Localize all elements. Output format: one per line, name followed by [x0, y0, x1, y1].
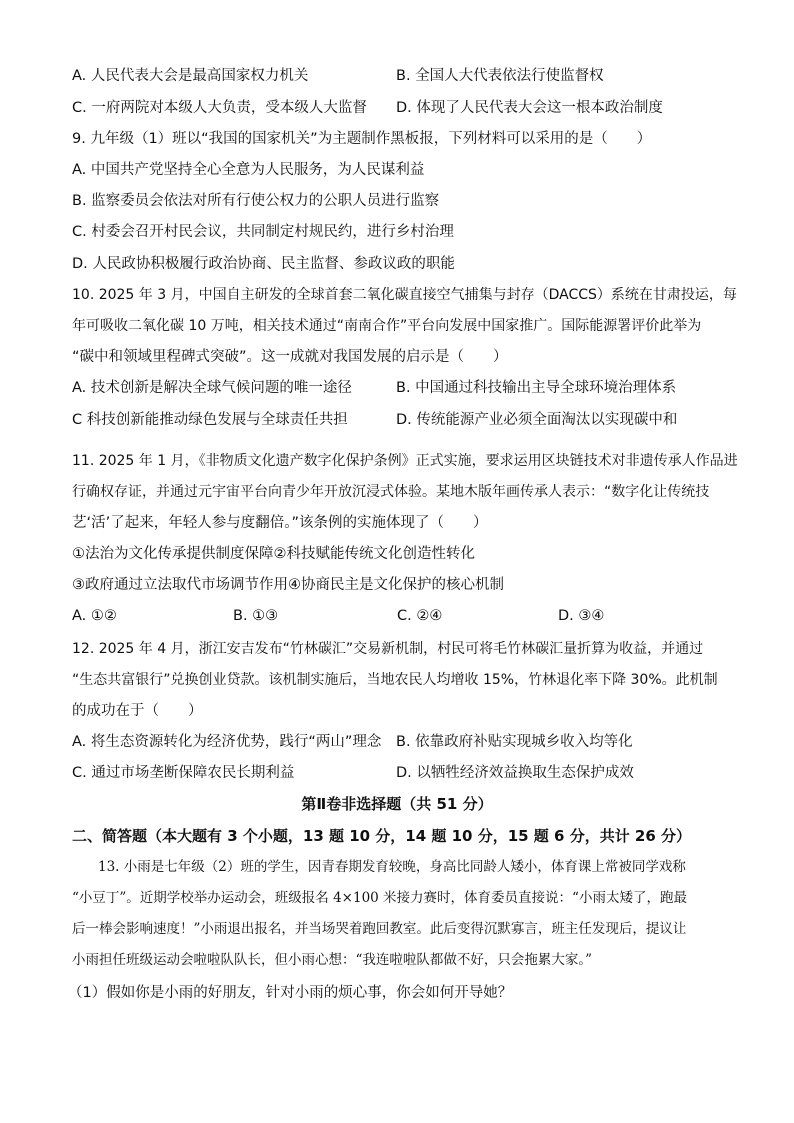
q10-stem-line-3: “碳中和领域里程碑式突破”。这一成就对我国发展的启示是（ ）: [72, 349, 508, 365]
q8-options-row-2: [72, 98, 732, 118]
q10-options-row-2: [72, 410, 732, 430]
q13-passage-line-1: 13. 小雨是七年级（2）班的学生，因青春期发育较晚，身高比同龄人矮小，体育课上常被同学戏称: [98, 859, 686, 875]
q11-option-b: B. ①③: [233, 608, 279, 624]
q13-subquestion-1: （1）假如你是小雨的好朋友，针对小雨的烦心事，你会如何开导她？: [68, 985, 513, 1001]
q8-option-c: C. 一府两院对本级人大负责，受本级人大监督: [72, 100, 367, 116]
q12-option-b: B. 依靠政府补贴实现城乡收入均等化: [396, 734, 633, 750]
q11-stem-line-2: 行确权存证，并通过元宇宙平台向青少年开放沉浸式体验。某地木版年画传承人表示：“数字化让传统技: [72, 484, 710, 500]
q12-option-a: A. 将生态资源转化为经济优势，践行“两山”理念: [72, 734, 382, 750]
q12-options-row-2: [72, 763, 732, 783]
q8-option-a: A. 人民代表大会是最高国家权力机关: [72, 68, 309, 84]
q11-options-row: [72, 606, 732, 626]
q8-options-row-1: [72, 66, 732, 86]
section-2-heading: 二、简答题（本大题有 3 个小题，13 题 10 分，14 题 10 分，15 题 6 分，共计 26 分）: [72, 827, 692, 845]
q9-stem: 9. 九年级（1）班以“我国的国家机关”为主题制作黑板报，下列材料可以采用的是（ ）: [72, 131, 652, 147]
q11-statements-line-1: ①法治为文化传承提供制度保障②科技赋能传统文化创造性转化: [72, 546, 475, 562]
q9-option-a: A. 中国共产党坚持全心全意为人民服务，为人民谋利益: [72, 162, 425, 178]
q12-option-c: C. 通过市场垄断保障农民长期利益: [72, 765, 295, 781]
q10-option-b: B. 中国通过科技输出主导全球环境治理体系: [396, 380, 677, 396]
q9-option-c: C. 村委会召开村民会议，共同制定村规民约，进行乡村治理: [72, 224, 454, 240]
q10-option-a: A. 技术创新是解决全球气候问题的唯一途径: [72, 380, 352, 396]
q12-options-row-1: [72, 732, 732, 752]
q10-option-d: D. 传统能源产业必须全面淘汰以实现碳中和: [396, 412, 678, 428]
q13-passage-line-2: “小豆丁”。近期学校举办运动会，班级报名 4×100 米接力赛时，体育委员直接说：“小雨太矮了，跑最: [72, 890, 687, 906]
q10-option-c: C 科技创新能推动绿色发展与全球责任共担: [72, 412, 348, 428]
part-2-title: 第Ⅱ卷非选择题（共 51 分）: [301, 795, 493, 813]
q9-option-b: B. 监察委员会依法对所有行使公权力的公职人员进行监察: [72, 193, 440, 209]
q11-option-a: A. ①②: [72, 608, 117, 624]
q13-passage-line-3: 后一棒会影响速度！”小雨退出报名，并当场哭着跑回教室。此后变得沉默寡言，班主任发现后，提议让: [72, 921, 687, 937]
q10-stem-line-1: 10. 2025 年 3 月，中国自主研发的全球首套二氧化碳直接空气捕集与封存（DACCS）系统在甘肃投运，每: [72, 287, 737, 303]
q8-option-d: D. 体现了人民代表大会这一根本政治制度: [396, 100, 663, 116]
q10-stem-line-2: 年可吸收二氧化碳 10 万吨，相关技术通过“南南合作”平台向发展中国家推广。国际能源署评价此举为: [72, 318, 702, 334]
q9-option-d: D. 人民政协积极履行政治协商、民主监督、参政议政的职能: [72, 256, 455, 272]
q12-option-d: D. 以牺牲经济效益换取生态保护成效: [396, 765, 634, 781]
q11-stem-line-1: 11. 2025 年 1 月，《非物质文化遗产数字化保护条例》正式实施，要求运用区块链技术对非遗传承人作品进: [72, 453, 738, 469]
q12-stem-line-1: 12. 2025 年 4 月，浙江安吉发布“竹林碳汇”交易新机制，村民可将毛竹林碳汇量折算为收益，并通过: [72, 641, 704, 657]
q8-option-b: B. 全国人大代表依法行使监督权: [396, 68, 604, 84]
q11-option-d: D. ③④: [558, 608, 605, 624]
q12-stem-line-2: “生态共富银行”兑换创业贷款。该机制实施后，当地农民人均增收 15%，竹林退化率下降 30%。此机制: [72, 672, 718, 688]
q11-stem-line-3: 艺‘活’了起来，年轻人参与度翻倍。”该条例的实施体现了（ ）: [72, 515, 488, 531]
q11-statements-line-2: ③政府通过立法取代市场调节作用④协商民主是文化保护的核心机制: [72, 577, 504, 593]
q12-stem-line-3: 的成功在于（ ）: [72, 703, 203, 719]
q13-passage-line-4: 小雨担任班级运动会啦啦队队长，但小雨心想：“我连啦啦队都做不好，只会拖累大家。”: [72, 952, 593, 968]
q10-options-row-1: [72, 378, 732, 398]
q11-option-c: C. ②④: [397, 608, 443, 624]
